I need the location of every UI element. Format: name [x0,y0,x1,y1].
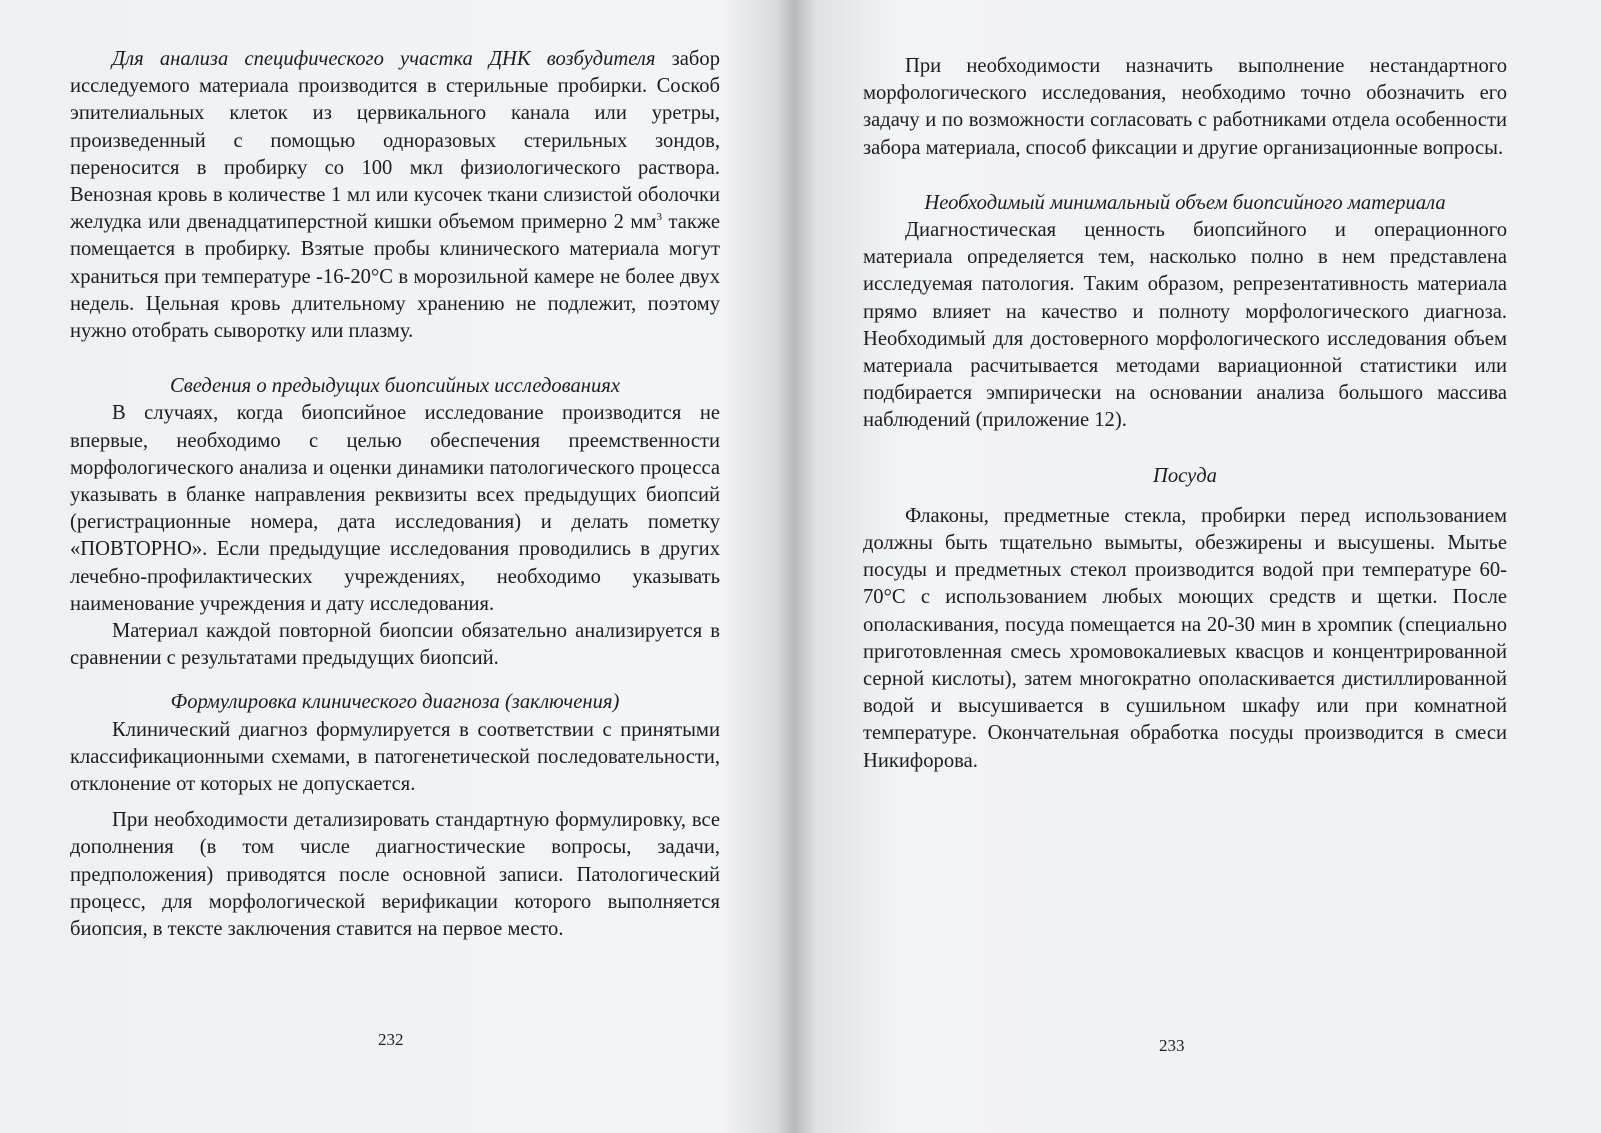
section-heading-clinical-diagnosis: Формулировка клинического диагноза (заключения) [170,691,620,714]
paragraph-glassware: Флаконы, предметные стекла, пробирки перед использованием должны быть тщательно вымыты, обезжирены и высушены. Мытье посуды и предметных стекол производится водой при температуре 60-70°С с использованием любых моющих средств и щетки. После ополаскивания, посуда помещается на 20-30 мин в хромпик (специально приготовленная смесь хромовокалиевых квасцов и концентрированной серной кислоты), затем многократно ополаскивается дистиллированной водой и высушивается в сушильном шкафу или при комнатной температуре. Окончательная обработка посуды производится в смеси Никифорова. [863,504,1507,772]
right-page [800,0,1601,1133]
section-heading-glassware: Посуда [1153,464,1217,487]
right-page-text [863,53,1507,775]
left-page [0,0,790,1133]
paragraph-nonstandard-study: При необходимости назначить выполнение нестандартного морфологического исследования, необходимо точно обозначить его задачу и по возможности согласовать с работниками отдела особенности забора материала, способ фиксации и другие организационные вопросы. [863,55,1507,159]
section-heading-previous-biopsies: Сведения о предыдущих биопсийных исследованиях [170,375,620,398]
page-number: 232 [378,1030,404,1049]
paragraph-diagnosis-formulation: Клинический диагноз формулируется в соответствии с принятыми классификационными схемами, в патогенетической последовательности, отклонение от которых не допускается. [70,718,720,796]
paragraph-lead-italic: Для анализа специфического участка ДНК возбудителя [112,48,656,70]
superscript: 3 [656,211,662,224]
paragraph-min-volume: Диагностическая ценность биопсийного и операционного материала определяется тем, насколько полно в нем представлена исследуемая патология. Таким образом, репрезентативность материала прямо влияет на качество и полноту морфологического диагноза. Необходимый для достоверного морфологического исследования объем материала расчитывается методами вариационной статистики или подбирается эмпирически на основании анализа большого массива наблюдений (приложение 12). [863,219,1507,432]
left-page-text [70,46,720,943]
page-number: 233 [1159,1036,1185,1055]
paragraph-repeat-biopsy: Материал каждой повторной биопсии обязательно анализируется в сравнении с результатами предыдущих биопсий. [70,620,720,670]
section-heading-min-volume: Необходимый минимальный объем биопсийного материала [924,191,1446,214]
paragraph-previous-biopsies: В случаях, когда биопсийное исследование производится не впервые, необходимо с целью обеспечения преемственности морфологического анализа и оценки динамики патологического процесса указывать в бланке направления реквизиты всех предыдущих биопсий (регистрационные номера, дата исследования) и делать пометку «ПОВТОРНО». Если предыдущие исследования проводились в других лечебно-профилактических учреждениях, необходимо указывать наименование учреждения и дату исследования. [70,402,720,615]
paragraph-text: забор исследуемого материала производится в стерильные пробирки. Соскоб эпителиальных клеток из цервикального канала или уретры, произведенный с помощью одноразовых стерильных зондов, переносится в пробирку со 100 мкл физиологического раствора. Венозная кровь в количестве 1 мл или кусочек ткани слизистой оболочки желудка или двенадцатиперстной кишки объемом примерно 2 мм [70,48,720,234]
paragraph-diagnosis-details: При необходимости детализировать стандартную формулировку, все дополнения (в том числе диагностические вопросы, задачи, предположения) приводятся после основной записи. Патологический процесс, для морфологической верификации которого выполняется биопсия, в тексте заключения ставится на первое место. [70,809,720,941]
paragraph-dna-sampling [70,46,720,345]
paragraph-text: также помещается в пробирку. Взятые пробы клинического материала могут храниться при температуре -16-20°С в морозильной камере не более двух недель. Цельная кровь длительному хранению не подлежит, поэтому нужно отобрать сыворотку или плазму. [70,211,720,343]
